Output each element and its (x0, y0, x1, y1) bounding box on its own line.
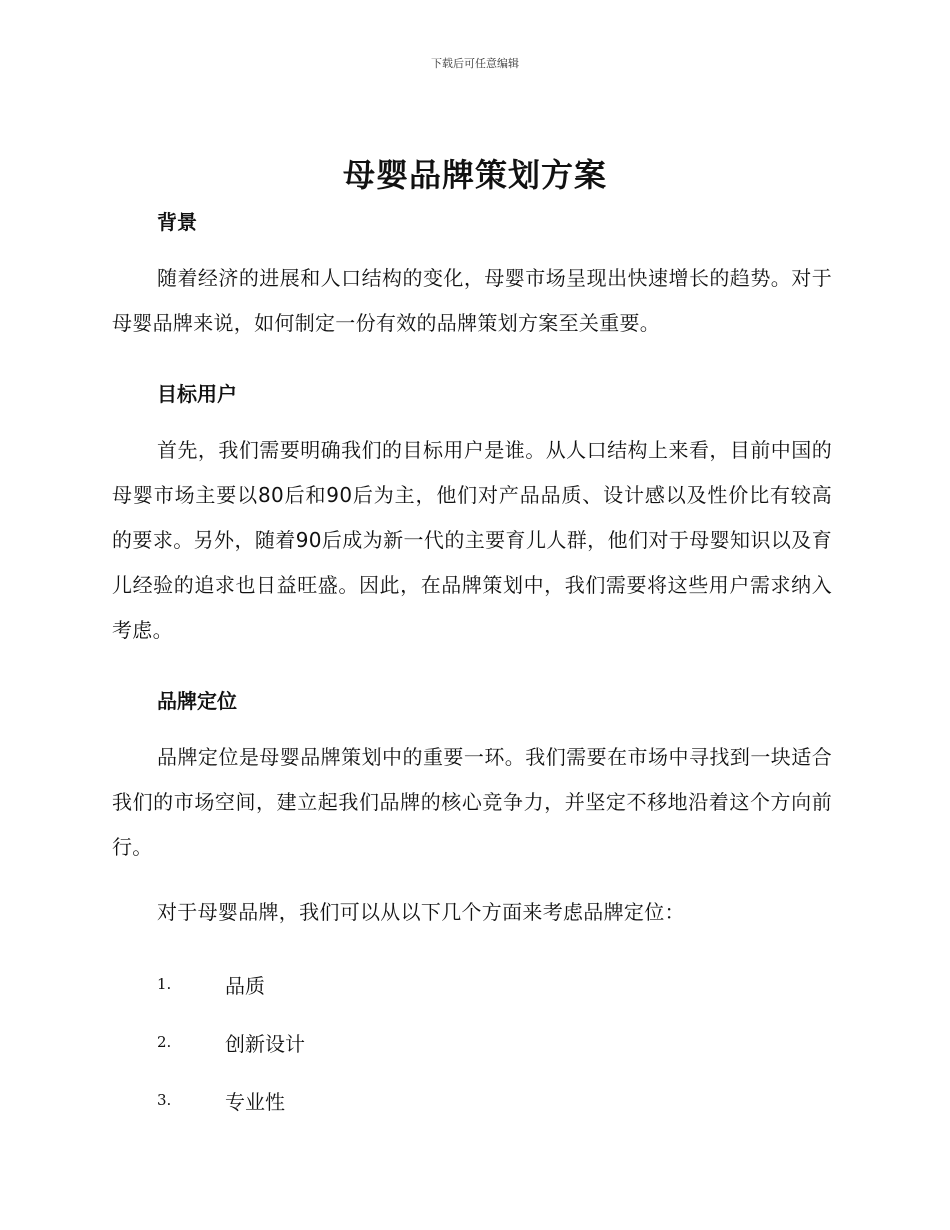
list-text: 品质 (225, 973, 265, 998)
section-heading-brand-positioning: 品牌定位 (157, 689, 237, 713)
paragraph: 品牌定位是母婴品牌策划中的重要一环。我们需要在市场中寻找到一块适合我们的市场空间，建立起我们品牌的核心竞争力，并坚定不移地沿着这个方向前行。 (112, 745, 832, 859)
paragraph: 对于母婴品牌，我们可以从以下几个方面来考虑品牌定位： (157, 900, 685, 924)
document-title: 母婴品牌策划方案 (342, 156, 607, 194)
paragraph: 随着经济的进展和人口结构的变化，母婴市场呈现出快速增长的趋势。对于母婴品牌来说，如何制定一份有效的品牌策划方案至关重要。 (112, 266, 832, 335)
list-text: 创新设计 (225, 1031, 305, 1056)
section-heading-target-users: 目标用户 (157, 382, 237, 406)
list-number: 2. (157, 1033, 172, 1051)
list-item (157, 1013, 832, 1071)
list-item (157, 1071, 832, 1129)
document-body (112, 200, 832, 1129)
list-item (157, 955, 832, 1013)
section-heading-background: 背景 (157, 210, 197, 234)
numbered-list (112, 955, 832, 1129)
paragraph: 首先，我们需要明确我们的目标用户是谁。从人口结构上来看，目前中国的母婴市场主要以80后和90后为主，他们对产品品质、设计感以及性价比有较高的要求。另外，随着90后成为新一代的主要育儿人群，他们对于母婴知识以及育儿经验的追求也日益旺盛。因此，在品牌策划中，我们需要将这些用户需求纳入考虑。 (112, 438, 832, 642)
list-text: 专业性 (225, 1089, 285, 1114)
list-number: 3. (157, 1091, 172, 1109)
list-number: 1. (157, 975, 172, 993)
page-header-note: 下载后可任意编辑 (431, 57, 519, 70)
